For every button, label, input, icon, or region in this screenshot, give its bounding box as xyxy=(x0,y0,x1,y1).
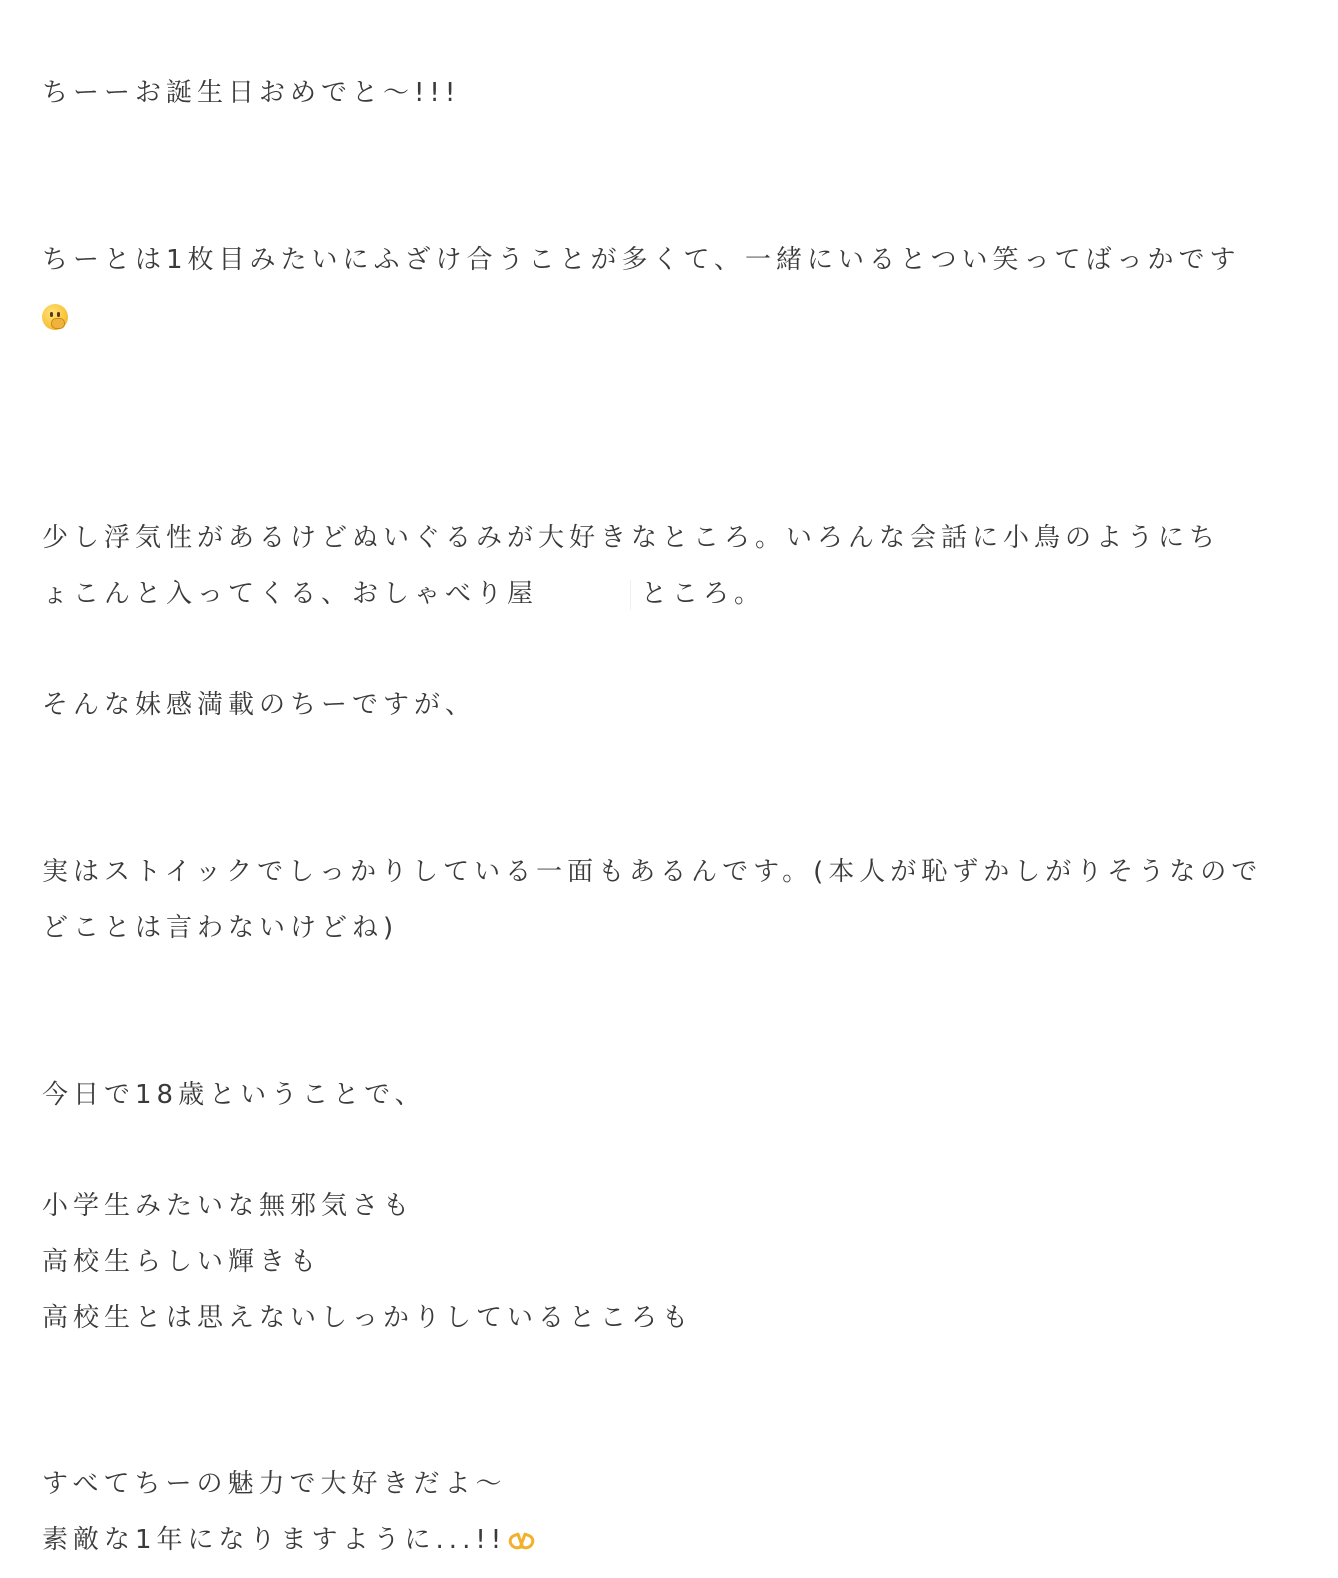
post-line: 実はストイックでしっかりしている一面もあるんです。(本人が恥ずかしがりそうなので xyxy=(42,857,1263,887)
post-line xyxy=(42,299,68,333)
post-line: 高校生とは思えないしっかりしているところも xyxy=(42,1303,694,1333)
post-line: どことは言わないけどね) xyxy=(42,913,399,943)
post-line: そんな妹感満載のちーですが、 xyxy=(42,690,477,720)
heart-hands-icon xyxy=(508,1530,536,1552)
post-line-text: 素敵な1年になりますように...!! xyxy=(42,1525,507,1555)
post-line: ちーとは1枚目みたいにふざけ合うことが多くて、一緒にいるとつい笑ってばっかです xyxy=(42,245,1241,275)
post-line: ちーーお誕生日おめでと〜!!! xyxy=(42,78,461,108)
face-with-hand-over-mouth-icon xyxy=(42,304,68,330)
redacted-area xyxy=(538,580,631,610)
post-line xyxy=(42,577,765,611)
post-line: 小学生みたいな無邪気さも xyxy=(42,1191,415,1221)
post-line: 少し浮気性があるけどぬいぐるみが大好きなところ。いろんな会話に小鳥のようにち xyxy=(42,523,1221,553)
post-line: 高校生らしい輝きも xyxy=(42,1247,322,1277)
post-line: すべてちーの魅力で大好きだよ〜 xyxy=(42,1469,507,1499)
post-line-text: ょこんと入ってくる、おしゃべり屋 xyxy=(42,579,539,609)
post-line xyxy=(42,1523,536,1557)
post-line: 今日で18歳ということで、 xyxy=(42,1080,426,1110)
post-line-text: ところ。 xyxy=(641,579,766,609)
